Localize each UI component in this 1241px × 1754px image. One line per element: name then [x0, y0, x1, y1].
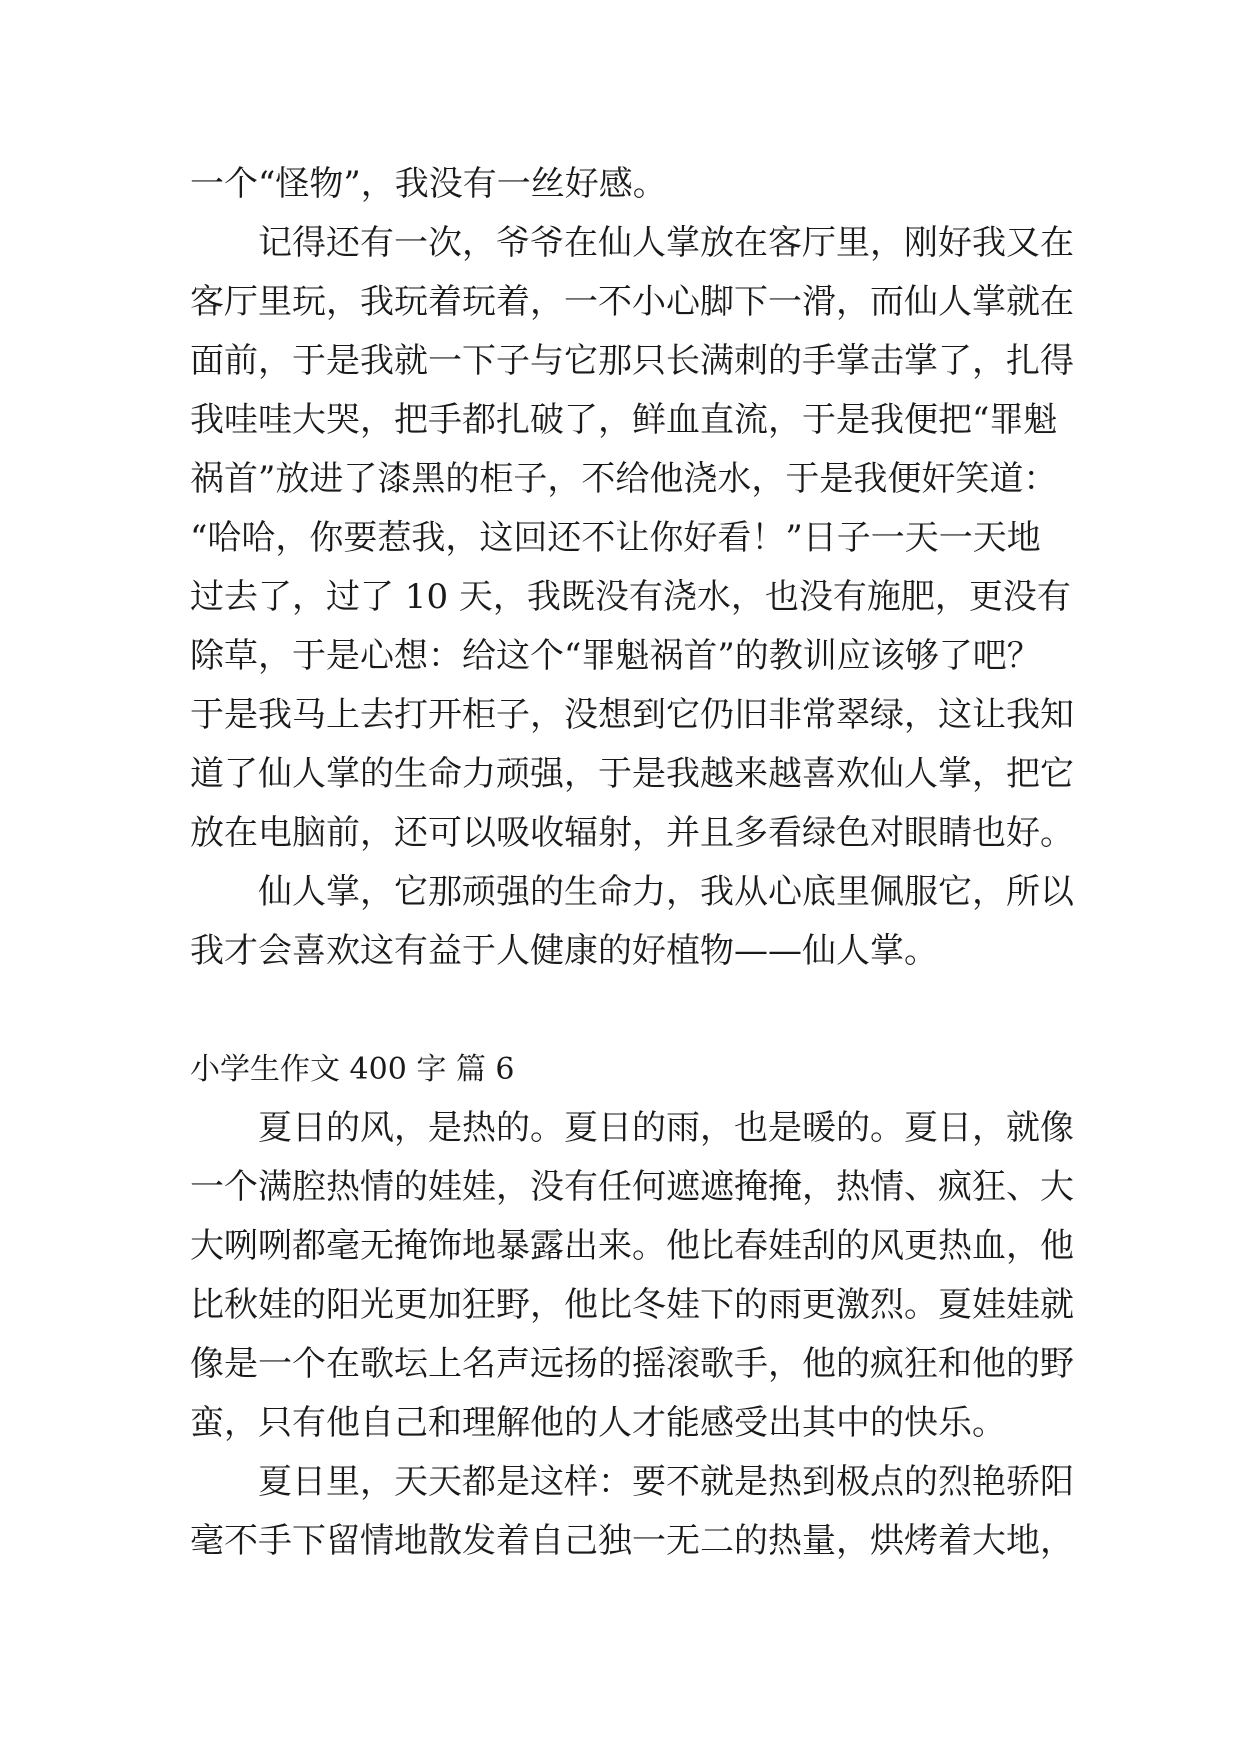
text-line: 我才会喜欢这有益于人健康的好植物——仙人掌。	[190, 931, 938, 971]
text-line: 一个满腔热情的娃娃，没有任何遮遮掩掩，热情、疯狂、大	[190, 1167, 1074, 1207]
text-line: 蛮，只有他自己和理解他的人才能感受出其中的快乐。	[190, 1403, 1006, 1443]
text-line: 仙人掌，它那顽强的生命力，我从心底里佩服它，所以	[190, 872, 1074, 912]
text-line: 一个“怪物”，我没有一丝好感。	[190, 164, 667, 204]
text-line: 除草，于是心想：给这个“罪魁祸首”的教训应该够了吧？	[190, 636, 1041, 676]
section-spacer	[190, 981, 1060, 1040]
text-line: 过去了，过了 10 天，我既没有浇水，也没有施肥，更没有	[190, 577, 1071, 617]
text-line: “哈哈，你要惹我，这回还不让你好看！”日子一天一天地	[190, 518, 1041, 558]
text-line: 客厅里玩，我玩着玩着，一不小心脚下一滑，而仙人掌就在	[190, 282, 1074, 322]
text-line: 道了仙人掌的生命力顽强，于是我越来越喜欢仙人掌，把它	[190, 754, 1074, 794]
text-line: 夏日的风，是热的。夏日的雨，也是暖的。夏日，就像	[190, 1108, 1074, 1148]
text-line: 大咧咧都毫无掩饰地暴露出来。他比春娃刮的风更热血，他	[190, 1226, 1074, 1266]
text-line: 放在电脑前，还可以吸收辐射，并且多看绿色对眼睛也好。	[190, 813, 1074, 853]
section-title: 小学生作文 400 字 篇 6	[190, 1052, 515, 1087]
text-line: 我哇哇大哭，把手都扎破了，鲜血直流，于是我便把“罪魁	[190, 400, 1058, 440]
text-line: 毫不手下留情地散发着自己独一无二的热量，烘烤着大地，	[190, 1521, 1074, 1561]
text-line: 像是一个在歌坛上名声远扬的摇滚歌手，他的疯狂和他的野	[190, 1344, 1074, 1384]
text-line: 比秋娃的阳光更加狂野，他比冬娃下的雨更激烈。夏娃娃就	[190, 1285, 1074, 1325]
text-line: 祸首”放进了漆黑的柜子，不给他浇水，于是我便奸笑道：	[190, 459, 1058, 499]
text-line: 于是我马上去打开柜子，没想到它仍旧非常翠绿，这让我知	[190, 695, 1074, 735]
essay-text	[190, 155, 1074, 1571]
text-line: 夏日里，天天都是这样：要不就是热到极点的烈艳骄阳	[190, 1462, 1074, 1502]
text-line: 记得还有一次，爷爷在仙人掌放在客厅里，刚好我又在	[190, 223, 1074, 263]
text-line: 面前，于是我就一下子与它那只长满刺的手掌击掌了，扎得	[190, 341, 1074, 381]
